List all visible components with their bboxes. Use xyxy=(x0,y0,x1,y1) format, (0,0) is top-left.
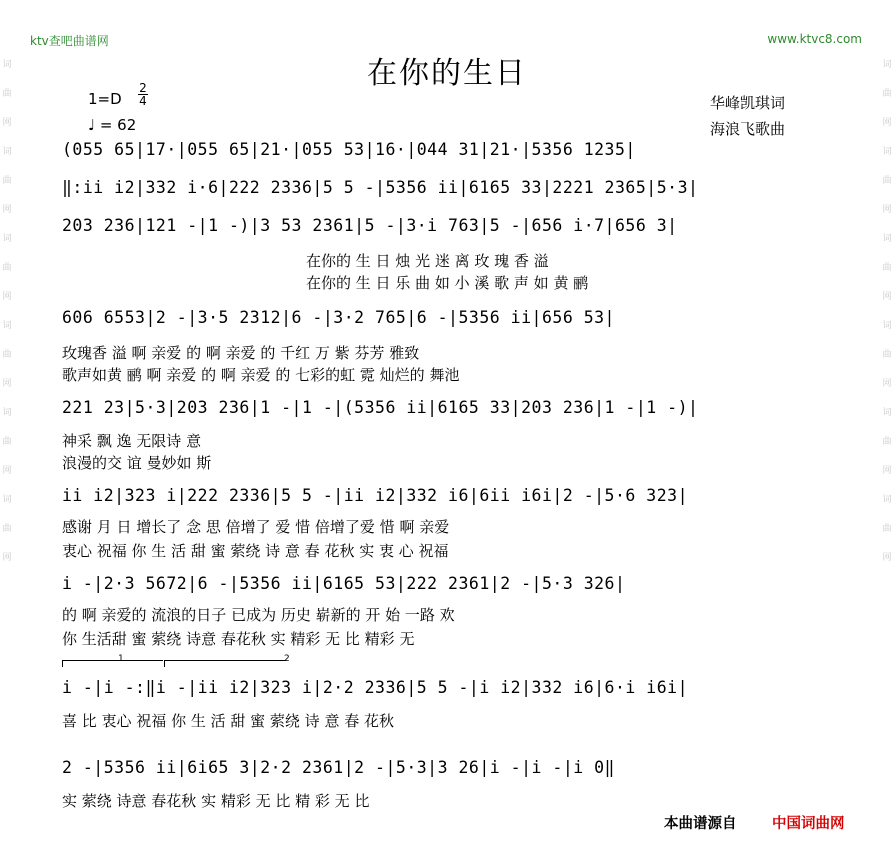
lyric-line-7a: 的 啊 亲爱的 流浪的日子 已成为 历史 崭新的 开 始 一路 欢 xyxy=(62,606,455,624)
lyric-line-6b: 衷心 祝福 你 生 活 甜 蜜 萦绕 诗 意 春 花秋 实 衷 心 祝福 xyxy=(62,542,449,560)
lyric-line-3a: 在你的 生 日 烛 光 迷 离 玫 瑰 香 溢 xyxy=(306,252,549,270)
key-signature: 1=D xyxy=(88,90,122,108)
staff-line-3: 203 236|121 -|1 -)|3 53 2361|5 -|3·i 763|5 -|656 i·7|656 3| xyxy=(62,216,678,235)
staff-line-6: ii i2|323 i|222 2336|5 5 -|ii i2|332 i6|6ii i6i|2 -|5·6 323| xyxy=(62,486,689,505)
right-watermark: 词 曲 网 词 曲 网 词 曲 网 词 曲 网 词 曲 网 词 曲 网 xyxy=(882,60,892,563)
lyric-line-5b: 浪漫的交 谊 曼妙如 斯 xyxy=(62,454,212,472)
site-url-right[interactable]: www.ktvc8.com xyxy=(767,32,862,46)
volta-number-1: 1 xyxy=(118,654,124,664)
lyric-line-9a: 实 萦绕 诗意 春花秋 实 精彩 无 比 精 彩 无 比 xyxy=(62,792,370,810)
tempo-marking: ♩ = 62 xyxy=(88,116,137,134)
song-title: 在你的生日 xyxy=(367,56,527,91)
lyric-line-5a: 神采 飘 逸 无限诗 意 xyxy=(62,432,202,450)
staff-line-7: i -|2·3 5672|6 -|5356 ii|6165 53|222 2361|2 -|5·3 326| xyxy=(62,574,626,593)
lyric-line-4a: 玫瑰香 溢 啊 亲爱 的 啊 亲爱 的 千红 万 紫 芬芳 雅致 xyxy=(62,344,420,362)
site-name-left[interactable]: ktv查吧曲谱网 xyxy=(30,34,109,48)
staff-line-2: ‖:ii i2|332 i·6|222 2336|5 5 -|5356 ii|6165 33|2221 2365|5·3| xyxy=(62,178,699,197)
lyric-line-8a: 喜 比 衷心 祝福 你 生 活 甜 蜜 萦绕 诗 意 春 花秋 xyxy=(62,712,394,730)
composer-credit: 海浪飞歌曲 xyxy=(710,120,786,138)
lyric-line-4b: 歌声如黄 鹂 啊 亲爱 的 啊 亲爱 的 七彩的虹 霓 灿烂的 舞池 xyxy=(62,366,460,384)
lyric-line-6a: 感谢 月 日 增长了 念 思 倍增了 爱 惜 倍增了爱 惜 啊 亲爱 xyxy=(62,518,450,536)
volta-bracket-2 xyxy=(164,660,285,667)
staff-line-4: 606 6553|2 -|3·5 2312|6 -|3·2 765|6 -|5356 ii|656 53| xyxy=(62,308,615,327)
lyricist-credit: 华峰凯琪词 xyxy=(710,94,786,112)
source-site-link[interactable]: 中国词曲网 xyxy=(772,816,845,832)
lyric-line-7b: 你 生活甜 蜜 萦绕 诗意 春花秋 实 精彩 无 比 精彩 无 xyxy=(62,630,415,648)
staff-line-8: i -|i -:‖i -|ii i2|323 i|2·2 2336|5 5 -|i i2|332 i6|6·i i6i| xyxy=(62,678,689,697)
left-watermark: 词 曲 网 词 曲 网 词 曲 网 词 曲 网 词 曲 网 词 曲 网 xyxy=(2,60,12,563)
staff-line-9: 2 -|5356 ii|6i65 3|2·2 2361|2 -|5·3|3 26|i -|i -|i 0‖ xyxy=(62,758,615,777)
source-label: 本曲谱源自 xyxy=(664,816,737,832)
lyric-line-3b: 在你的 生 日 乐 曲 如 小 溪 歌 声 如 黄 鹂 xyxy=(306,274,589,292)
staff-line-5: 221 23|5·3|203 236|1 -|1 -|(5356 ii|6165 33|203 236|1 -|1 -)| xyxy=(62,398,699,417)
volta-number-2: 2 xyxy=(284,654,290,664)
volta-bracket-1 xyxy=(62,660,163,667)
time-signature: 2 4 xyxy=(139,81,147,108)
staff-line-1: (055 65|17·|055 65|21·|055 53|16·|044 31|21·|5356 1235| xyxy=(62,140,636,159)
